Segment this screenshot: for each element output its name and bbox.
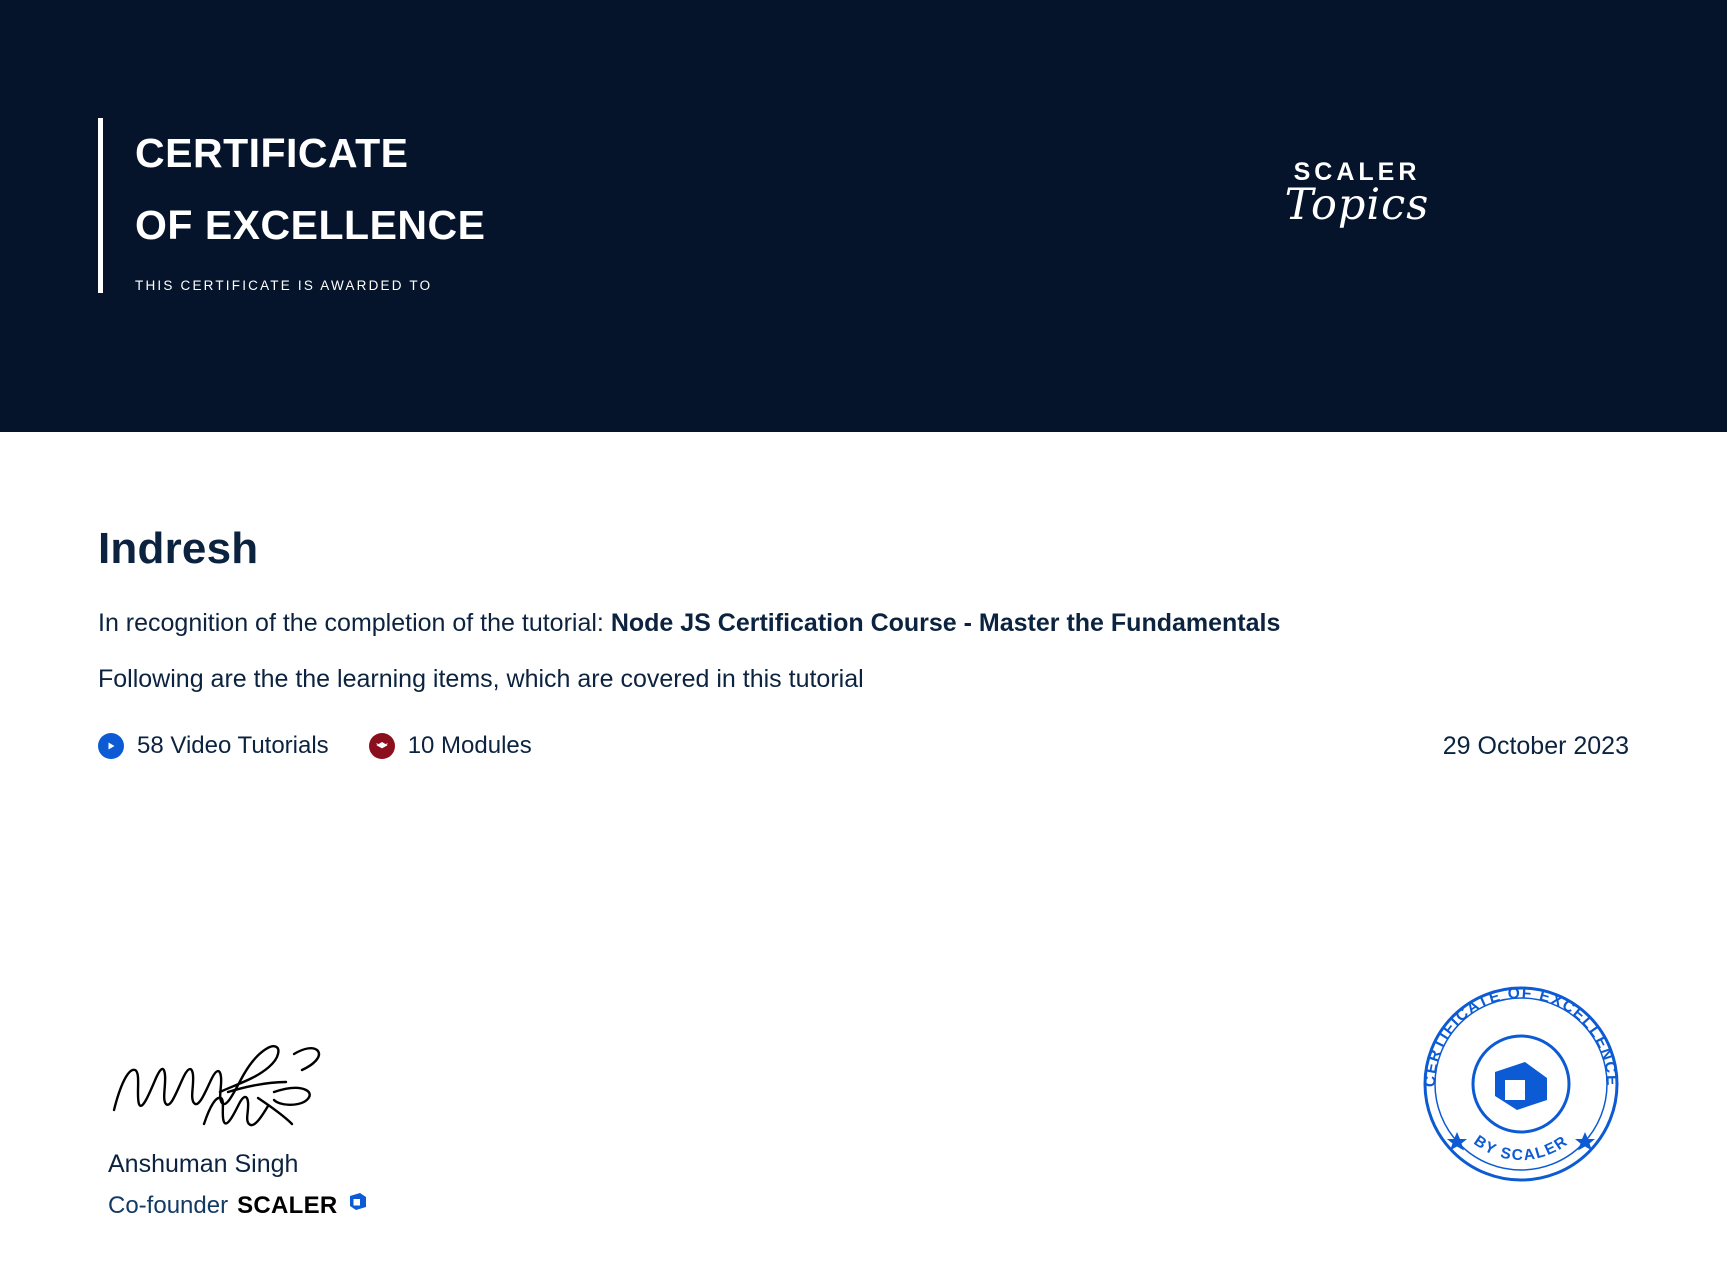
play-icon — [98, 733, 124, 759]
certificate-title-line-1: CERTIFICATE — [135, 130, 409, 176]
signatory-role-brand: SCALER — [237, 1191, 338, 1219]
recognition-line — [98, 609, 1280, 638]
certificate-seal — [1411, 974, 1631, 1194]
stats-row — [98, 732, 532, 760]
scaler-topics-logo — [1277, 160, 1437, 228]
course-title: Node JS Certification Course - Master the Fundamentals — [610, 609, 1281, 637]
recognition-prefix: In recognition of the completion of the tutorial: — [98, 609, 604, 637]
signatory-role-label: Co-founder — [108, 1191, 229, 1219]
certificate-title-line-2: OF EXCELLENCE — [135, 201, 486, 248]
stat-modules-label: 10 Modules — [407, 732, 532, 759]
signatory-name: Anshuman Singh — [108, 1150, 299, 1178]
certificate-body — [0, 432, 1727, 1276]
learning-items-intro: Following are the the learning items, which are covered in this tutorial — [98, 665, 864, 693]
recipient-name: Indresh — [98, 524, 259, 573]
brand-name-topics: Topics — [1284, 180, 1430, 230]
svg-text:BY SCALER: BY SCALER — [1470, 1132, 1572, 1165]
brand-name-scaler: SCALER — [1293, 158, 1421, 186]
issue-date: 29 October 2023 — [1442, 732, 1629, 760]
certificate-header — [0, 0, 1727, 432]
awarded-to-label: THIS CERTIFICATE IS AWARDED TO — [135, 277, 433, 293]
stat-video-tutorials-label: 58 Video Tutorials — [137, 732, 329, 759]
scaler-cube-icon — [347, 1191, 369, 1220]
certificate-title-block — [98, 118, 485, 293]
svg-text:CERTIFICATE OF EXCELLENCE: CERTIFICATE OF EXCELLENCE — [1421, 984, 1621, 1088]
signature-image — [108, 1032, 368, 1142]
stat-video-tutorials — [98, 732, 329, 760]
module-icon — [369, 733, 395, 759]
signature-block — [100, 1032, 520, 1220]
signatory-role — [100, 1191, 520, 1220]
stat-modules — [369, 732, 532, 760]
